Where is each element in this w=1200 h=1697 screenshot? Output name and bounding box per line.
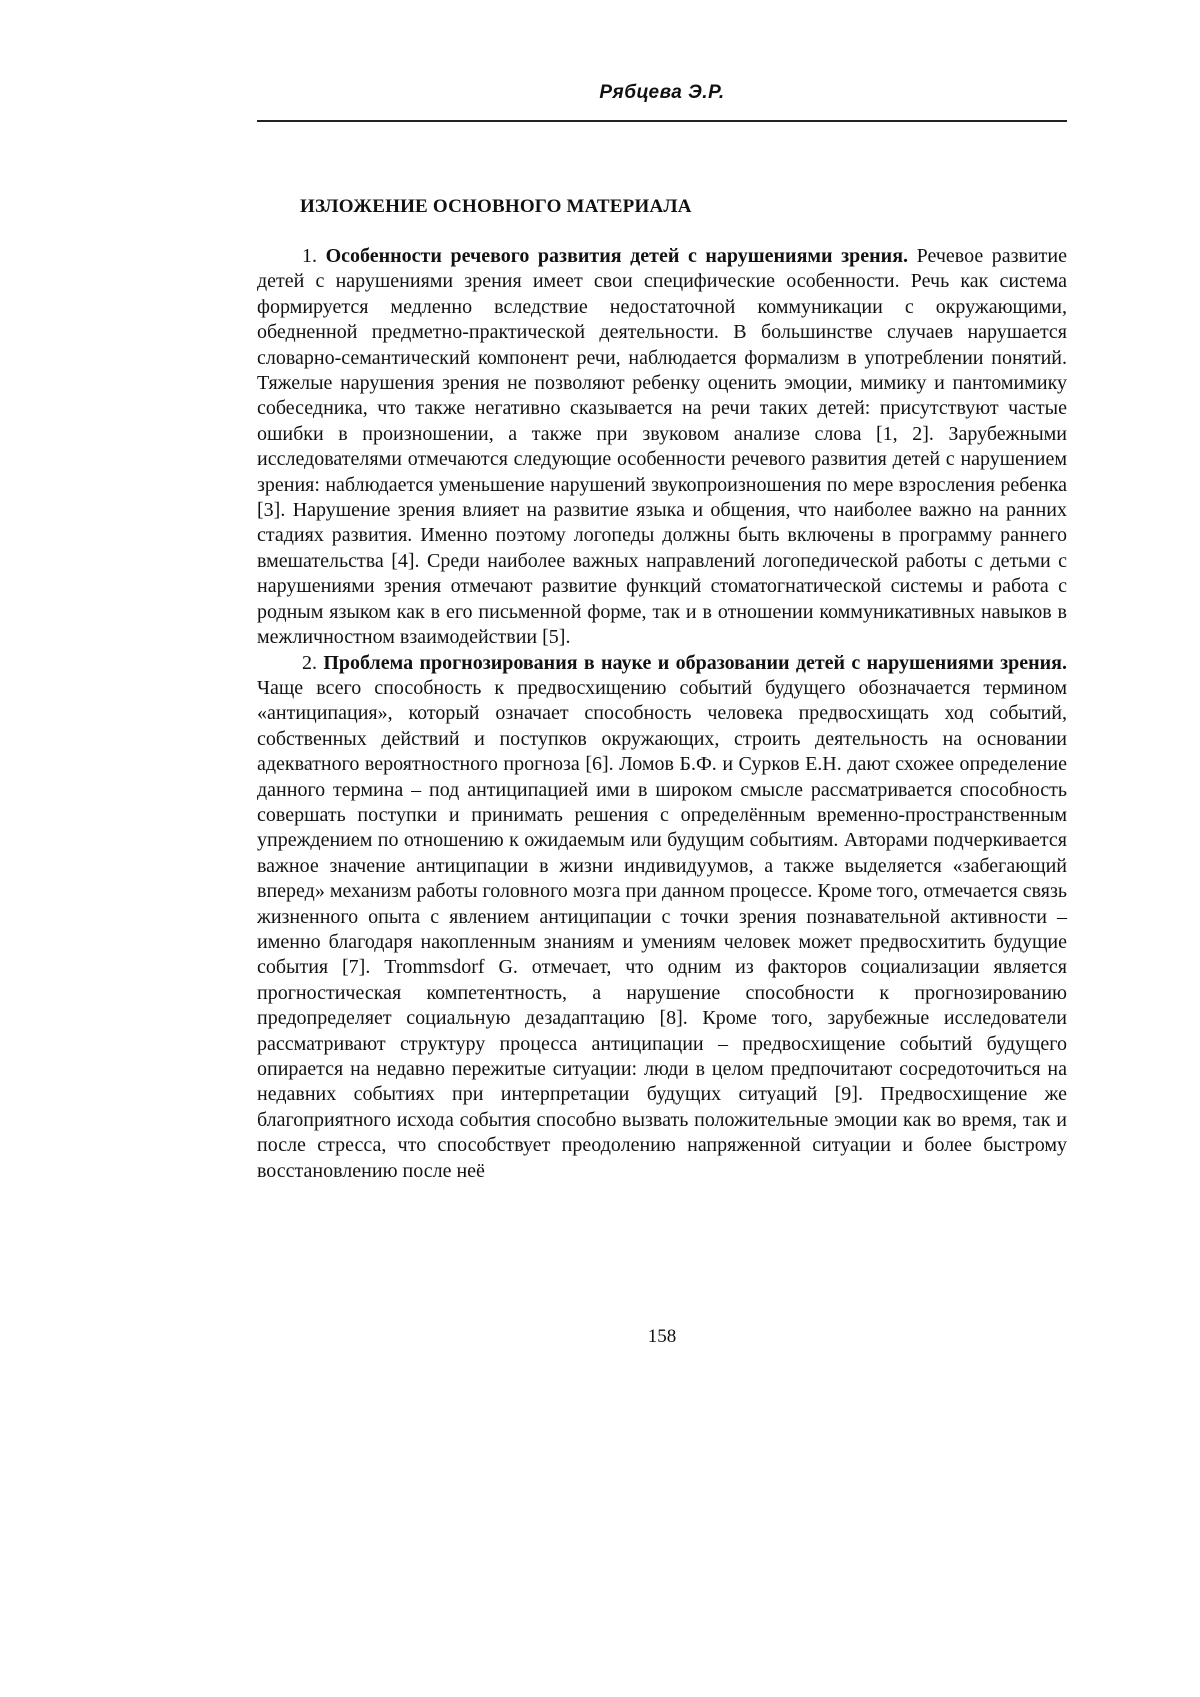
paragraph-2 <box>257 651 1067 1185</box>
section-title: ИЗЛОЖЕНИЕ ОСНОВНОГО МАТЕРИАЛА <box>300 196 692 218</box>
paragraph-2-heading: Проблема прогнозирования в науке и образовании детей с нарушениями зрения. <box>323 652 1067 674</box>
page-header <box>257 78 1067 122</box>
body-text <box>257 244 1067 1184</box>
page-number: 158 <box>0 1326 1200 1348</box>
paragraph-1-heading: Особенности речевого развития детей с нарушениями зрения. <box>326 245 908 267</box>
paragraph-2-text: Чаще всего способность к предвосхищению событий будущего обозначается термином «антиципация», который означает способность человека предвосхищать ход событий, собственных действий и поступков окружающих, строить деятельность на основании адекватного вероятностного прогноза [6]. Ломов Б.Ф. и Сурков Е.Н. дают схожее определение данного термина – под антиципацией ими в широком смысле рассматривается способность совершать поступки и принимать решения с определённым временно-пространственным упреждением по отношению к ожидаемым или будущим событиям. Авторами подчеркивается важное значение антиципации в жизни индивидуумов, а также выделяется «забегающий вперед» механизм работы головного мозга при данном процессе. Кроме того, отмечается связь жизненного опыта с явлением антиципации с точки зрения познавательной активности – именно благодаря накопленным знаниям и умениям человек может предвосхитить будущие события [7]. Trommsdorf G. отмечает, что одним из факторов социализации является прогностическая компетентность, а нарушение способности к прогнозированию предопределяет социальную дезадаптацию [8]. Кроме того, зарубежные исследователи рассматривают структуру процесса антиципации – предвосхищение событий будущего опирается на недавно пережитые ситуации: люди в целом предпочитают сосредоточиться на недавних событиях при интерпретации будущих ситуаций [9]. Предвосхищение же благоприятного исхода события способно вызвать положительные эмоции как во время, так и после стресса, что способствует преодолению напряженной ситуации и более быстрому восстановлению после неё <box>257 677 1067 1182</box>
paragraph-1-text: Речевое развитие детей с нарушениями зрения имеет свои специфические особенности. Речь как система формируется медленно вследствие недостаточной коммуникации с окружающими, обедненной предметно-практической деятельности. В большинстве случаев нарушается словарно-семантический компонент речи, наблюдается формализм в употреблении понятий. Тяжелые нарушения зрения не позволяют ребенку оценить эмоции, мимику и пантомимику собеседника, что также негативно сказывается на речи таких детей: присутствуют частые ошибки в произношении, а также при звуковом анализе слова [1, 2]. Зарубежными исследователями отмечаются следующие особенности речевого развития детей с нарушением зрения: наблюдается уменьшение нарушений звукопроизношения по мере взросления ребенка [3]. Нарушение зрения влияет на развитие языка и общения, что наиболее важно на ранних стадиях развития. Именно поэтому логопеды должны быть включены в программу раннего вмешательства [4]. Среди наиболее важных направлений логопедической работы с детьми с нарушениями зрения отмечают развитие функций стоматогнатической системы и работа с родным языком как в его письменной форме, так и в отношении коммуникативных навыков в межличностном взаимодействии [5]. <box>257 245 1067 648</box>
paragraph-1-number: 1. <box>302 245 317 267</box>
paragraph-2-number: 2. <box>302 652 317 674</box>
paragraph-1 <box>257 244 1067 651</box>
running-head-author: Рябцева Э.Р. <box>257 82 1067 104</box>
